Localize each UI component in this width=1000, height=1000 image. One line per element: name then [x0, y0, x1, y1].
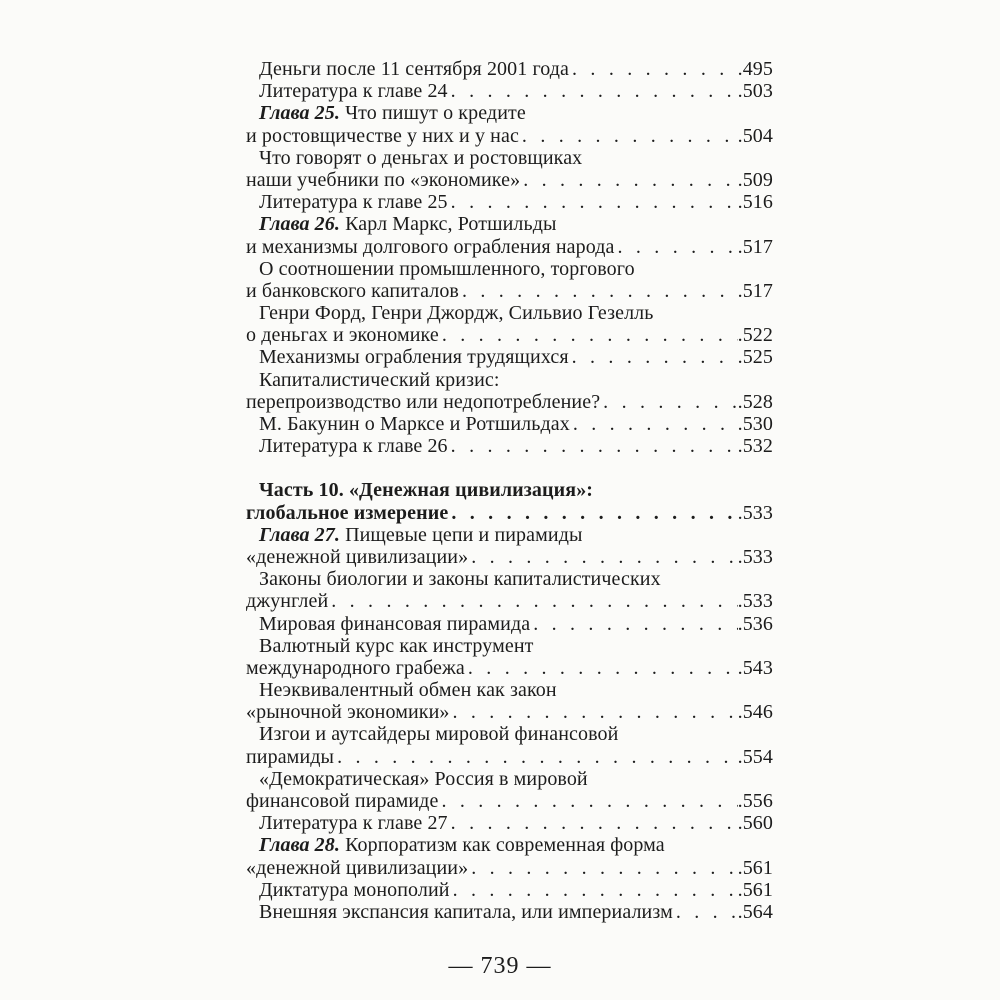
dot-leader — [438, 790, 737, 812]
toc-entry-page: .561 — [737, 878, 773, 901]
part-heading-line — [246, 479, 773, 501]
dot-leader — [520, 169, 737, 191]
dot-leader — [465, 657, 738, 679]
dot-leader — [530, 613, 737, 635]
toc-entry-line — [246, 768, 773, 790]
toc-entry — [246, 746, 773, 768]
toc-entry — [246, 346, 773, 368]
dot-leader — [448, 812, 738, 834]
toc-entry-page: .522 — [737, 324, 773, 347]
toc-entry — [246, 191, 773, 213]
toc-entry-title: Капиталистический кризис: — [259, 368, 500, 391]
toc-entry-title: Валютный курс как инструмент — [259, 634, 534, 657]
toc-entry-title: и ростовщичестве у них и у нас — [246, 124, 519, 147]
toc-entry-title: Законы биологии и законы капиталистических — [259, 568, 661, 591]
toc-entry-title: О соотношении промышленного, торгового — [259, 257, 635, 280]
toc-entry-page: .530 — [737, 413, 773, 435]
dot-leader — [468, 546, 737, 568]
toc-entry-title: Деньги после 11 сентября 2001 года — [259, 58, 570, 80]
toc-entry-title: «денежной цивилизации» — [246, 545, 469, 568]
dot-leader — [448, 435, 738, 457]
toc-entry-title: джунглей — [246, 590, 329, 613]
toc-entry-title: «Демократическая» Россия в мировой — [259, 767, 588, 790]
toc-entry-line — [246, 302, 773, 324]
toc-entry — [246, 391, 773, 413]
toc-entry-page: .543 — [737, 656, 773, 679]
toc-entry-page: .554 — [737, 745, 773, 768]
chapter-label: Глава 25. — [259, 102, 340, 125]
dot-leader — [570, 413, 738, 435]
toc-entry-title: Диктатура монополий — [259, 878, 450, 901]
toc-entry — [246, 590, 773, 612]
toc-entry-page: .532 — [737, 435, 773, 458]
toc-entry — [246, 435, 773, 457]
toc-entry-title: пирамиды — [246, 745, 335, 768]
toc-entry — [246, 169, 773, 191]
dot-leader — [569, 346, 738, 368]
toc-entry-title: Изгои и аутсайдеры мировой финансовой — [259, 723, 619, 746]
chapter-label: Глава 26. — [259, 213, 340, 236]
toc-entry — [246, 80, 773, 102]
dot-leader — [569, 58, 738, 80]
toc-entry-line — [246, 258, 773, 280]
toc-entry — [246, 125, 773, 147]
toc-entry-page: .504 — [737, 124, 773, 147]
toc-entry-title: международного грабежа — [246, 656, 465, 679]
toc-entry-page: .533 — [737, 590, 773, 613]
table-of-contents — [246, 58, 773, 923]
toc-entry-title: Литература к главе 26 — [259, 435, 448, 458]
chapter-title: Карл Маркс, Ротшильды — [339, 213, 557, 236]
toc-entry-page: .564 — [737, 900, 773, 923]
toc-entry-title: Неэквивалентный обмен как закон — [259, 679, 557, 702]
chapter-heading-line — [246, 524, 773, 546]
dot-leader — [468, 857, 737, 879]
toc-entry — [246, 812, 773, 834]
dot-leader — [519, 125, 738, 147]
toc-entry-page: .556 — [737, 790, 773, 812]
dot-leader — [449, 701, 737, 723]
chapter-title: Что пишут о кредите — [339, 102, 526, 125]
part-title: глобальное измерение — [246, 501, 449, 524]
part-title: Часть 10. «Денежная цивилизация»: — [259, 479, 594, 502]
toc-entry-title: Литература к главе 27 — [259, 812, 448, 835]
chapter-heading-line — [246, 102, 773, 124]
toc-entry — [246, 280, 773, 302]
chapter-label: Глава 27. — [259, 523, 340, 546]
chapter-title: Пищевые цепи и пирамиды — [339, 523, 583, 546]
toc-entry-title: «денежной цивилизации» — [246, 856, 469, 879]
toc-entry-page: .517 — [737, 279, 773, 302]
toc-entry-page: .536 — [737, 612, 773, 635]
toc-entry — [246, 613, 773, 635]
dot-leader — [673, 901, 738, 923]
dot-leader — [448, 80, 738, 102]
toc-entry-title: и банковского капиталов — [246, 279, 459, 302]
toc-entry-title: Внешняя экспансия капитала, или империализм — [259, 900, 673, 923]
toc-entry-title: Генри Форд, Генри Джордж, Сильвио Гезелль — [259, 302, 654, 325]
toc-entry-page: .516 — [737, 191, 773, 214]
dot-leader — [334, 746, 738, 768]
toc-entry — [246, 413, 773, 435]
toc-entry — [246, 236, 773, 258]
toc-entry-title: Литература к главе 25 — [259, 191, 448, 214]
section-gap — [246, 457, 773, 479]
toc-entry-page: .560 — [737, 812, 773, 835]
chapter-heading-line — [246, 834, 773, 856]
toc-entry-title: финансовой пирамиде — [246, 790, 439, 812]
chapter-label: Глава 28. — [259, 834, 340, 857]
toc-entry-page: .495 — [737, 58, 773, 80]
toc-entry-title: о деньгах и экономике — [246, 324, 439, 347]
part-entry — [246, 502, 773, 524]
toc-entry-title: Механизмы ограбления трудящихся — [259, 346, 569, 369]
toc-entry-line — [246, 568, 773, 590]
dot-leader — [448, 502, 737, 524]
toc-entry-page: .525 — [737, 346, 773, 369]
toc-entry-page: .533 — [737, 545, 773, 568]
dot-leader — [459, 280, 738, 302]
toc-entry-page: .546 — [737, 701, 773, 724]
dot-leader — [448, 191, 738, 213]
toc-entry-page: .509 — [737, 168, 773, 191]
toc-entry-title: перепроизводство или недопотребление? — [246, 390, 601, 413]
toc-entry-title: наши учебники по «экономике» — [246, 168, 521, 191]
page-number: — 739 — — [448, 953, 552, 979]
toc-entry-line — [246, 723, 773, 745]
toc-entry-page: .503 — [737, 80, 773, 103]
chapter-heading-line — [246, 213, 773, 235]
toc-entry-title: и механизмы долгового ограбления народа — [246, 235, 615, 258]
toc-entry — [246, 58, 773, 80]
toc-entry-line — [246, 369, 773, 391]
toc-entry-line — [246, 635, 773, 657]
toc-entry-title: М. Бакунин о Марксе и Ротшильдах — [259, 413, 570, 435]
dot-leader — [615, 236, 738, 258]
toc-entry — [246, 701, 773, 723]
dot-leader — [439, 324, 738, 346]
toc-entry-title: Что говорят о деньгах и ростовщиках — [259, 146, 583, 169]
toc-entry-title: Мировая финансовая пирамида — [259, 612, 531, 635]
toc-entry — [246, 879, 773, 901]
toc-entry — [246, 857, 773, 879]
toc-entry — [246, 901, 773, 923]
toc-entry-line — [246, 679, 773, 701]
dot-leader — [600, 391, 737, 413]
toc-entry — [246, 546, 773, 568]
toc-entry — [246, 324, 773, 346]
toc-entry-page: .517 — [737, 235, 773, 258]
toc-entry-page: .533 — [737, 501, 773, 524]
toc-entry — [246, 790, 773, 812]
toc-entry-page: .528 — [737, 390, 773, 413]
toc-entry-title: Литература к главе 24 — [259, 80, 448, 103]
chapter-title: Корпоратизм как современная форма — [339, 834, 665, 857]
toc-entry-line — [246, 147, 773, 169]
toc-entry-title: «рыночной экономики» — [246, 701, 450, 724]
dot-leader — [328, 590, 737, 612]
toc-entry — [246, 657, 773, 679]
dot-leader — [450, 879, 738, 901]
toc-entry-page: .561 — [737, 856, 773, 879]
